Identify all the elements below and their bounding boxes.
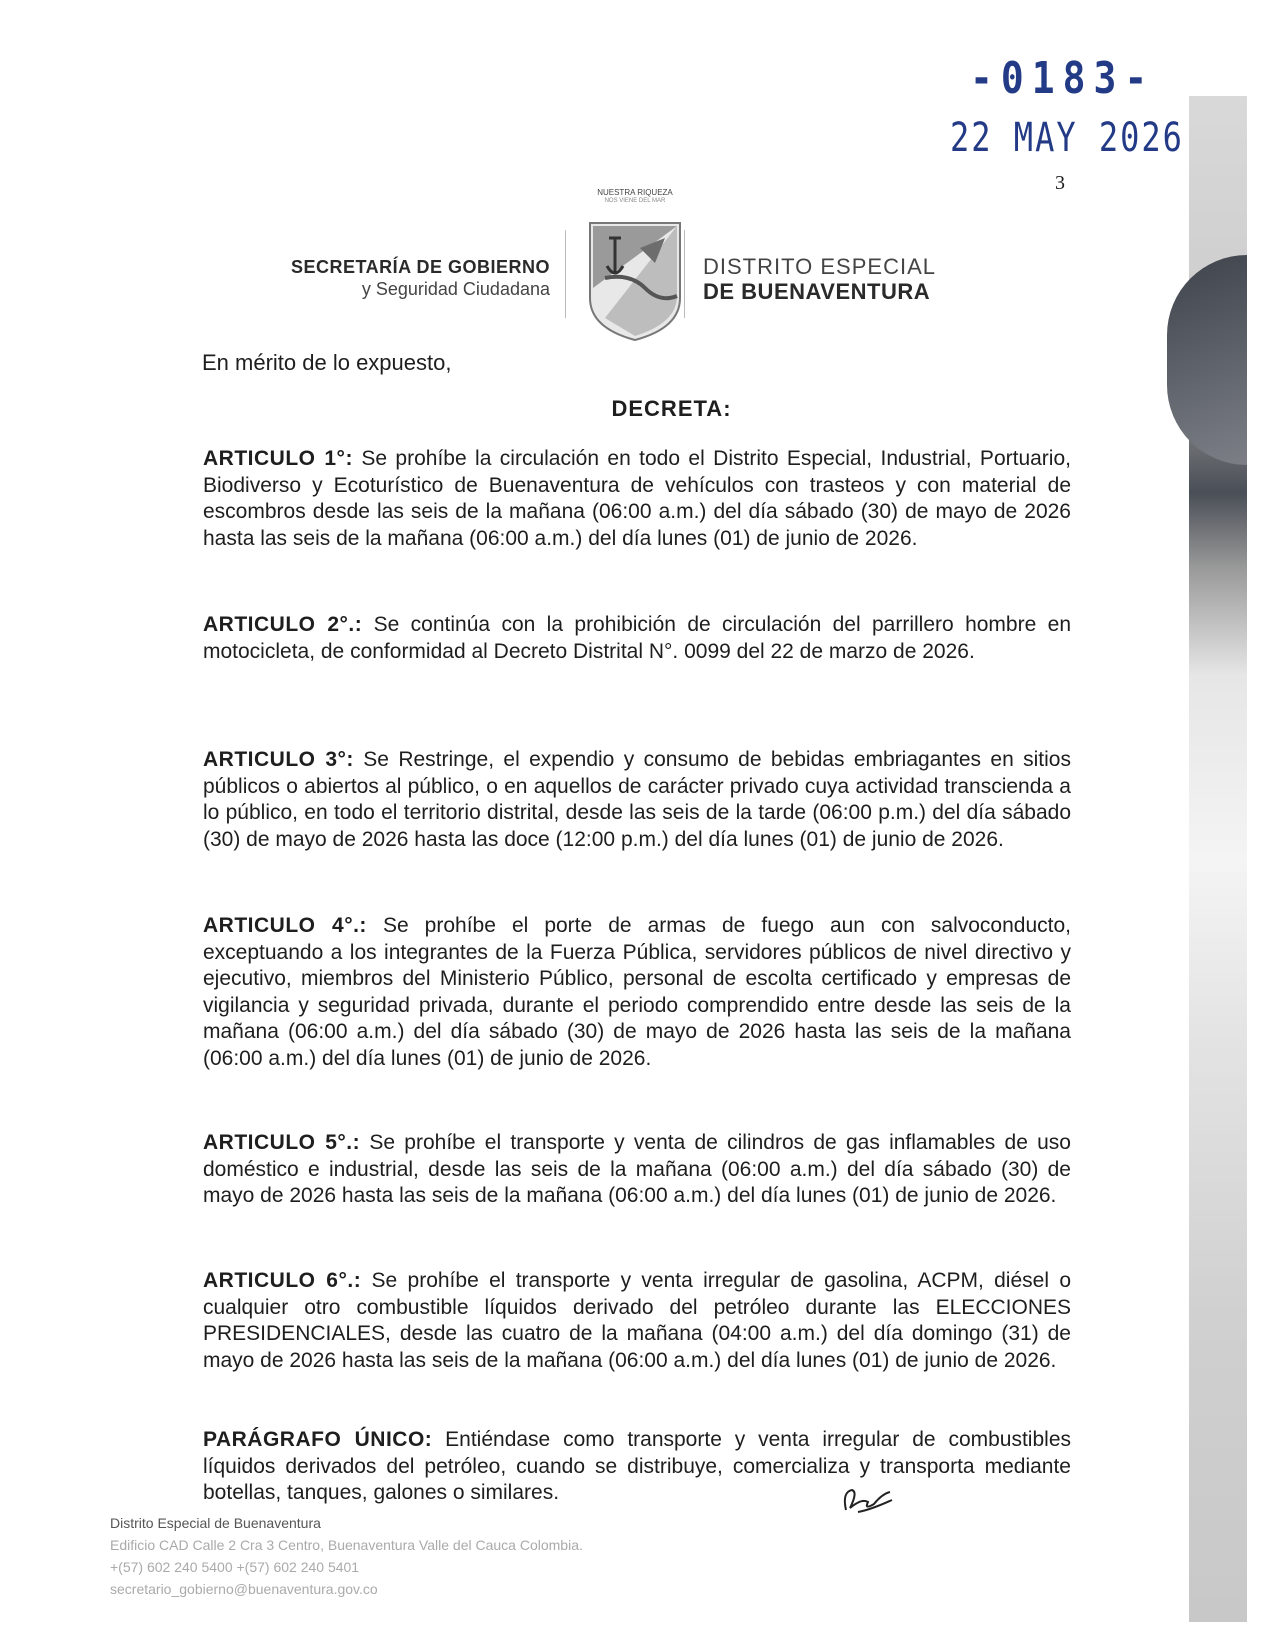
article-text: Se continúa con la prohibición de circulación del parrillero hombre en motocicleta, de conformidad al Decreto Distrital N°. 0099 del 22 de marzo de 2026. <box>203 613 1071 663</box>
article-label: ARTICULO 5°.: <box>203 1131 361 1154</box>
article-5 <box>203 1130 1071 1210</box>
footer-phone: +(57) 602 240 5400 +(57) 602 240 5401 <box>110 1559 360 1575</box>
paragrafo-label: PARÁGRAFO ÚNICO: <box>203 1428 433 1451</box>
header-divider-left <box>565 230 566 318</box>
article-3 <box>203 747 1071 853</box>
footer-entity: Distrito Especial de Buenaventura <box>110 1515 321 1531</box>
footer-address: Edificio CAD Calle 2 Cra 3 Centro, Buenaventura Valle del Cauca Colombia. <box>110 1537 583 1553</box>
article-label: ARTICULO 6°.: <box>203 1269 362 1292</box>
header-divider-right <box>684 230 685 318</box>
paragrafo-text: Entiéndase como transporte y venta irregular de combustibles líquidos derivados del petróleo, cuando se distribuye, comercializa y transporta mediante botellas, tanques, galones o similares. <box>203 1428 1071 1504</box>
article-text: Se prohíbe el transporte y venta de cilindros de gas inflamables de uso doméstico e industrial, desde las seis de la mañana (06:00 a.m.) del día sábado (30) de mayo de 2026 hasta las seis de la mañana (06:00 a.m.) del día lunes (01) de junio de 2026. <box>203 1131 1071 1207</box>
secretaria-subtitle: y Seguridad Ciudadana <box>361 279 550 299</box>
decreta-heading: DECRETA: <box>611 396 732 421</box>
intro-text: En mérito de lo expuesto, <box>202 350 452 375</box>
article-text: Se prohíbe la circulación en todo el Distrito Especial, Industrial, Portuario, Biodiverso y Ecoturístico de Buenaventura de vehículos con trasteos y con material de escombros desde las seis de la mañana (06:00 a.m.) del día sábado (30) de mayo de 2026 hasta las seis de la mañana (06:00 a.m.) del día lunes (01) de junio de 2026. <box>203 447 1071 550</box>
motto-line2: NOS VIENE DEL MAR <box>604 198 666 204</box>
secretaria-block <box>230 256 550 300</box>
article-text: Se Restringe, el expendio y consumo de bebidas embriagantes en sitios públicos o abiertos al público, o en aquellos de carácter privado cuya actividad transcienda a lo público, en todo el territorio distrital, desde las seis de la tarde (06:00 p.m.) del día sábado (30) de mayo de 2026 hasta las doce (12:00 p.m.) del día lunes (01) de junio de 2026. <box>203 748 1071 851</box>
article-4 <box>203 913 1071 1072</box>
article-text: Se prohíbe el porte de armas de fuego aun con salvoconducto, exceptuando a los integrantes de la Fuerza Pública, servidores públicos de nivel directivo y ejecutivo, miembros del Ministerio Público, personal de escolta certificado y empresas de vigilancia y seguridad privada, durante el periodo comprendido entre desde las seis de la mañana (06:00 a.m.) del día sábado (30) de mayo de 2026 hasta las seis de la mañana (06:00 a.m.) del día lunes (01) de junio de 2026. <box>203 914 1071 1070</box>
secretaria-title: SECRETARÍA DE GOBIERNO <box>290 257 550 277</box>
article-label: ARTICULO 1°: <box>203 447 353 470</box>
article-label: ARTICULO 4°.: <box>203 914 367 937</box>
footer-email: secretario_gobierno@buenaventura.gov.co <box>110 1581 378 1597</box>
article-1 <box>203 446 1071 552</box>
stamp-date: 22 MAY 2026 <box>950 113 1184 161</box>
stamp-number: -0183- <box>970 52 1156 104</box>
article-label: ARTICULO 3°: <box>203 748 354 771</box>
article-2 <box>203 612 1071 665</box>
distrito-line1: DISTRITO ESPECIAL <box>703 254 936 279</box>
coat-of-arms-icon <box>585 218 685 343</box>
paragrafo-unico <box>203 1427 1071 1507</box>
footer <box>110 1512 583 1600</box>
page-number: 3 <box>1055 172 1065 194</box>
article-6 <box>203 1268 1071 1374</box>
article-label: ARTICULO 2°.: <box>203 613 363 636</box>
motto <box>585 188 685 206</box>
decorative-side-curve <box>1167 255 1247 465</box>
distrito-line2: DE BUENAVENTURA <box>703 279 931 304</box>
article-text: Se prohíbe el transporte y venta irregular de gasolina, ACPM, diésel o cualquier otro combustible líquidos derivado del petróleo durante las ELECCIONES PRESIDENCIALES, desde las cuatro de la mañana (04:00 a.m.) del día domingo (31) de mayo de 2026 hasta las seis de la mañana (06:00 a.m.) del día lunes (01) de junio de 2026. <box>203 1269 1071 1372</box>
motto-line1: NUESTRA RIQUEZA <box>597 188 673 197</box>
distrito-block <box>703 255 936 305</box>
initials-signature <box>838 1480 898 1520</box>
